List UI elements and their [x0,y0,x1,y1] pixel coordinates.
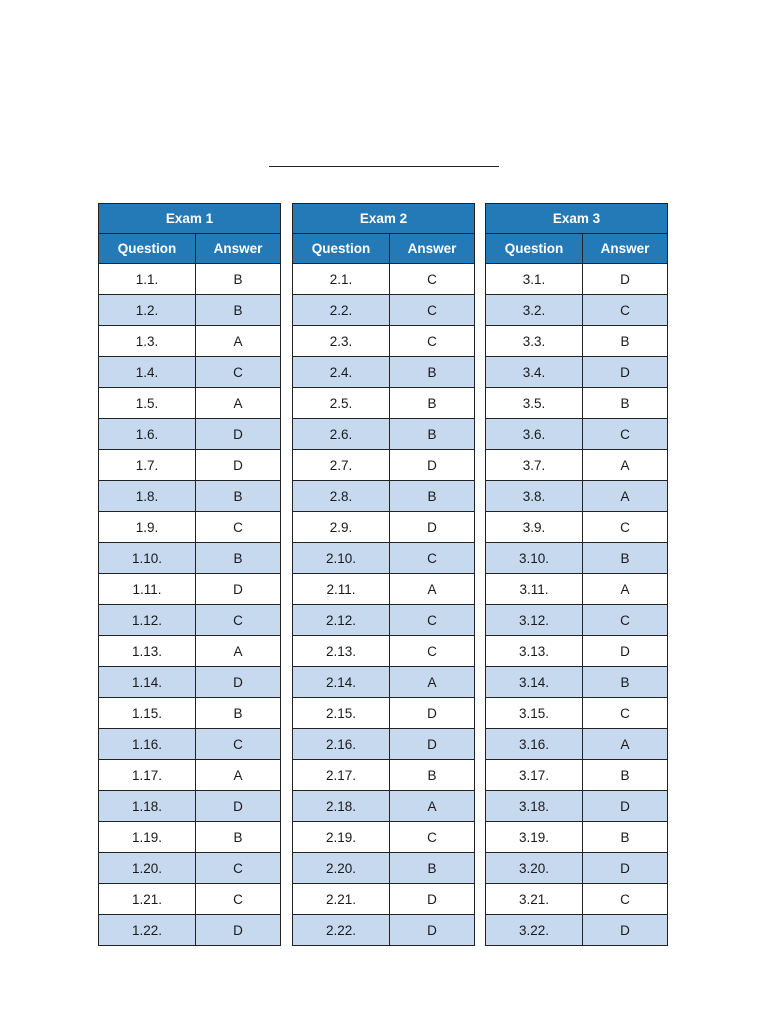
table-row [99,512,281,543]
question-number: 1.1. [99,264,196,295]
table-row [486,357,668,388]
question-number: 2.16. [293,729,390,760]
answer-letter: B [390,481,475,512]
table-row [293,698,475,729]
table-row [99,481,281,512]
question-number: 3.20. [486,853,583,884]
answer-letter: A [196,760,281,791]
table-row [486,574,668,605]
question-number: 1.15. [99,698,196,729]
answer-letter: A [390,791,475,822]
question-number: 3.4. [486,357,583,388]
question-number: 2.14. [293,667,390,698]
table-row [293,729,475,760]
table-row [99,667,281,698]
question-number: 3.12. [486,605,583,636]
table-row [99,543,281,574]
question-number: 2.7. [293,450,390,481]
table-row [486,822,668,853]
exam-1-table [98,203,281,946]
table-row [293,419,475,450]
question-number: 2.21. [293,884,390,915]
answer-letter: B [390,388,475,419]
table-row [293,853,475,884]
table-row [486,388,668,419]
question-number: 2.9. [293,512,390,543]
question-number: 2.18. [293,791,390,822]
answer-letter: C [390,295,475,326]
table-row [486,729,668,760]
answer-letter: A [583,450,668,481]
answer-letter: D [196,791,281,822]
exam-title: Exam 1 [99,204,281,234]
table-row [99,295,281,326]
table-row [293,605,475,636]
question-number: 1.12. [99,605,196,636]
question-number: 2.10. [293,543,390,574]
question-number: 1.20. [99,853,196,884]
question-number: 2.17. [293,760,390,791]
question-number: 1.3. [99,326,196,357]
table-row [293,326,475,357]
answer-letter: B [196,698,281,729]
answer-letter: D [390,698,475,729]
question-number: 1.16. [99,729,196,760]
table-row [486,667,668,698]
answer-letter: B [583,667,668,698]
answer-letter: C [390,543,475,574]
question-number: 3.21. [486,884,583,915]
question-number: 3.17. [486,760,583,791]
question-number: 3.3. [486,326,583,357]
answer-letter: C [196,512,281,543]
table-row [293,264,475,295]
table-row [486,264,668,295]
answer-letter: A [390,574,475,605]
answer-letter: B [390,357,475,388]
table-row [293,357,475,388]
question-number: 1.7. [99,450,196,481]
table-row [293,543,475,574]
table-row [486,512,668,543]
answer-letter: A [583,481,668,512]
table-row [486,326,668,357]
question-number: 1.17. [99,760,196,791]
table-row [486,853,668,884]
table-row [486,419,668,450]
answer-letter: D [196,450,281,481]
exam-2-table [292,203,475,946]
answer-letter: A [390,667,475,698]
question-number: 3.2. [486,295,583,326]
answer-letter: D [196,574,281,605]
answer-letter: D [583,791,668,822]
answer-letter: D [196,915,281,946]
table-row [293,822,475,853]
answer-letter: C [583,698,668,729]
answer-letter: C [583,512,668,543]
question-number: 2.20. [293,853,390,884]
table-row [99,326,281,357]
answer-column-header: Answer [196,234,281,264]
answer-letter: D [390,512,475,543]
answer-letter: C [583,419,668,450]
answer-letter: D [196,419,281,450]
answer-letter: C [583,605,668,636]
question-number: 3.1. [486,264,583,295]
answer-letter: B [196,264,281,295]
answer-letter: B [196,295,281,326]
table-row [99,853,281,884]
question-number: 3.22. [486,915,583,946]
answer-letter: C [196,884,281,915]
answer-letter: B [196,543,281,574]
table-row [486,915,668,946]
answer-letter: D [583,357,668,388]
answer-letter: B [390,853,475,884]
question-number: 3.5. [486,388,583,419]
table-row [486,450,668,481]
question-number: 3.11. [486,574,583,605]
table-row [99,450,281,481]
answer-letter: D [390,450,475,481]
question-number: 1.18. [99,791,196,822]
answer-letter: B [583,760,668,791]
answer-letter: D [390,915,475,946]
table-row [486,481,668,512]
question-number: 2.3. [293,326,390,357]
question-column-header: Question [99,234,196,264]
question-number: 1.21. [99,884,196,915]
question-number: 2.8. [293,481,390,512]
answer-letter: C [390,605,475,636]
answer-letter: C [390,326,475,357]
question-number: 3.7. [486,450,583,481]
question-number: 3.13. [486,636,583,667]
answer-letter: B [196,822,281,853]
table-row [486,884,668,915]
question-number: 3.8. [486,481,583,512]
exam-title: Exam 3 [486,204,668,234]
answer-letter: B [196,481,281,512]
table-row [486,295,668,326]
answer-letter: C [196,729,281,760]
table-row [486,605,668,636]
table-row [293,512,475,543]
table-row [99,574,281,605]
table-row [99,791,281,822]
table-row [293,450,475,481]
answer-letter: D [196,667,281,698]
table-row [486,791,668,822]
table-row [293,574,475,605]
answer-letter: D [390,884,475,915]
table-row [99,698,281,729]
answer-letter: D [583,636,668,667]
question-number: 3.15. [486,698,583,729]
question-number: 2.4. [293,357,390,388]
question-number: 1.8. [99,481,196,512]
table-row [293,667,475,698]
answer-letter: C [390,636,475,667]
question-number: 1.19. [99,822,196,853]
question-number: 1.22. [99,915,196,946]
question-number: 3.14. [486,667,583,698]
table-row [99,605,281,636]
exam-3-table [485,203,668,946]
answer-letter: A [196,636,281,667]
question-number: 1.10. [99,543,196,574]
question-number: 1.11. [99,574,196,605]
question-number: 1.5. [99,388,196,419]
question-number: 2.12. [293,605,390,636]
question-number: 2.11. [293,574,390,605]
answer-letter: B [583,543,668,574]
table-row [486,760,668,791]
table-row [99,357,281,388]
answer-letter: B [583,388,668,419]
table-row [99,822,281,853]
answer-letter: D [390,729,475,760]
table-row [99,915,281,946]
answer-letter: B [583,822,668,853]
answer-letter: C [583,884,668,915]
question-number: 3.9. [486,512,583,543]
question-number: 2.5. [293,388,390,419]
question-number: 2.2. [293,295,390,326]
question-column-header: Question [293,234,390,264]
table-row [99,264,281,295]
question-number: 1.9. [99,512,196,543]
question-number: 3.10. [486,543,583,574]
answer-letter: B [390,419,475,450]
table-row [293,295,475,326]
question-number: 2.22. [293,915,390,946]
answer-letter: D [583,853,668,884]
answer-letter: A [196,388,281,419]
question-number: 2.13. [293,636,390,667]
question-number: 3.16. [486,729,583,760]
answer-letter: C [196,605,281,636]
question-number: 2.6. [293,419,390,450]
answer-letter: C [196,853,281,884]
answer-column-header: Answer [390,234,475,264]
table-row [99,636,281,667]
title-underline [269,166,499,167]
table-row [486,636,668,667]
question-number: 3.6. [486,419,583,450]
answer-letter: D [583,915,668,946]
question-column-header: Question [486,234,583,264]
question-number: 3.19. [486,822,583,853]
table-row [99,760,281,791]
answer-letter: C [196,357,281,388]
table-row [293,636,475,667]
question-number: 1.14. [99,667,196,698]
question-number: 2.19. [293,822,390,853]
answer-letter: C [390,264,475,295]
question-number: 1.6. [99,419,196,450]
answer-letter: C [390,822,475,853]
table-row [293,481,475,512]
answer-letter: A [583,574,668,605]
answer-letter: A [196,326,281,357]
table-row [293,760,475,791]
table-row [486,543,668,574]
answer-letter: B [390,760,475,791]
table-row [293,791,475,822]
answer-letter: B [583,326,668,357]
question-number: 3.18. [486,791,583,822]
table-row [99,884,281,915]
answer-column-header: Answer [583,234,668,264]
table-row [486,698,668,729]
table-row [99,388,281,419]
table-row [293,388,475,419]
question-number: 1.4. [99,357,196,388]
table-row [293,884,475,915]
question-number: 1.13. [99,636,196,667]
question-number: 2.15. [293,698,390,729]
question-number: 1.2. [99,295,196,326]
answer-letter: C [583,295,668,326]
exam-title: Exam 2 [293,204,475,234]
answer-letter: D [583,264,668,295]
table-row [99,419,281,450]
answer-letter: A [583,729,668,760]
table-row [293,915,475,946]
table-row [99,729,281,760]
question-number: 2.1. [293,264,390,295]
